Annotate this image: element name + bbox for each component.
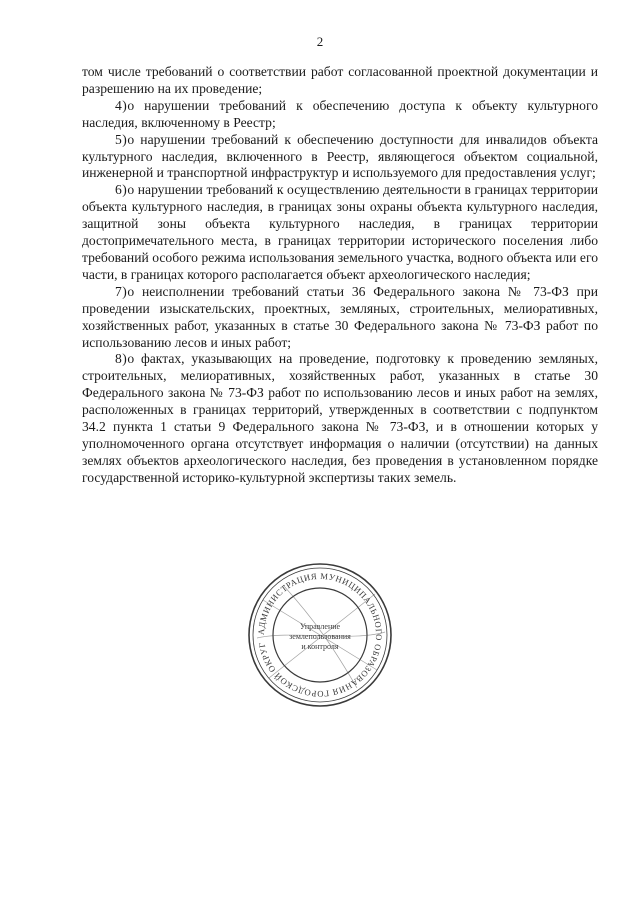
list-item-4 <box>82 98 598 132</box>
item-number: 5) <box>115 131 128 147</box>
list-item-5 <box>82 132 598 183</box>
page-number: 2 <box>316 34 324 49</box>
stamp-seal-graphic <box>245 560 395 710</box>
item-number: 4) <box>115 97 128 113</box>
item-number: 7) <box>115 283 128 299</box>
list-item-8 <box>82 351 598 486</box>
item-text: о фактах, указывающих на проведение, подготовку к проведению земляных, строительных, мелиоративных, хозяйственных работ, указанных в статье 30 Федерального закона № 73-ФЗ работ по использованию лесов и иных работ на землях, расположенных в границах территорий, утвержденных в соответствии с подпунктом 34.2 пункта 1 статьи 9 Федерального закона № 73-ФЗ, и в отношении которых у уполномоченного органа отсутствует информация о наличии (отсутствии) на данных землях объектов археологического наследия, без проведения в установленном порядке государственной историко-культурной экспертизы таких земель. <box>82 351 598 485</box>
stamp-ring-text: АДМИНИСТРАЦИЯ МУНИЦИПАЛЬНОГО ОБРАЗОВАНИЯ ГОРОДСКОЙ ОКРУГ <box>255 570 385 700</box>
item-number: 6) <box>115 182 128 198</box>
document-body <box>82 64 598 487</box>
item-text: о нарушении требований к обеспечению доступа к объекту культурного наследия, включенному в Реестр; <box>82 97 598 130</box>
stamp-center-line-1: Управление <box>299 622 341 631</box>
item-text: о неисполнении требований статьи 36 Федерального закона № 73-ФЗ при проведении изыскательских, проектных, земляных, строительных, мелиоративных, хозяйственных работ, указанных в статье 30 Федерального закона № 73-ФЗ работ по использованию лесов и иных работ; <box>82 283 598 350</box>
list-item-7 <box>82 284 598 352</box>
stamp-center-line-2: землепользования <box>289 632 351 641</box>
official-stamp <box>245 560 395 710</box>
stamp-center-line-3: и контроля <box>301 642 339 651</box>
item-number: 8) <box>115 351 128 367</box>
item-text: о нарушении требований к обеспечению доступности для инвалидов объекта культурного наследия, включенного в Реестр, являющегося объектом социальной, инженерной и транспортной инфраструктур и используемого для предоставления услуг; <box>82 131 598 181</box>
item-text: о нарушении требований к осуществлению деятельности в границах территории объекта культурного наследия, в границах зоны охраны объекта культурного наследия, защитной зоны объекта культурного наследия, в границах территории достопримечательного места, в границах территории исторического поселения либо требований особого режима использования земельного участка, водного объекта или его части, в границах которого располагается объект археологического наследия; <box>82 182 598 282</box>
list-item-6 <box>82 182 598 283</box>
lead-paragraph: том числе требований о соответствии работ согласованной проектной документации и разрешению на их проведение; <box>82 64 598 96</box>
